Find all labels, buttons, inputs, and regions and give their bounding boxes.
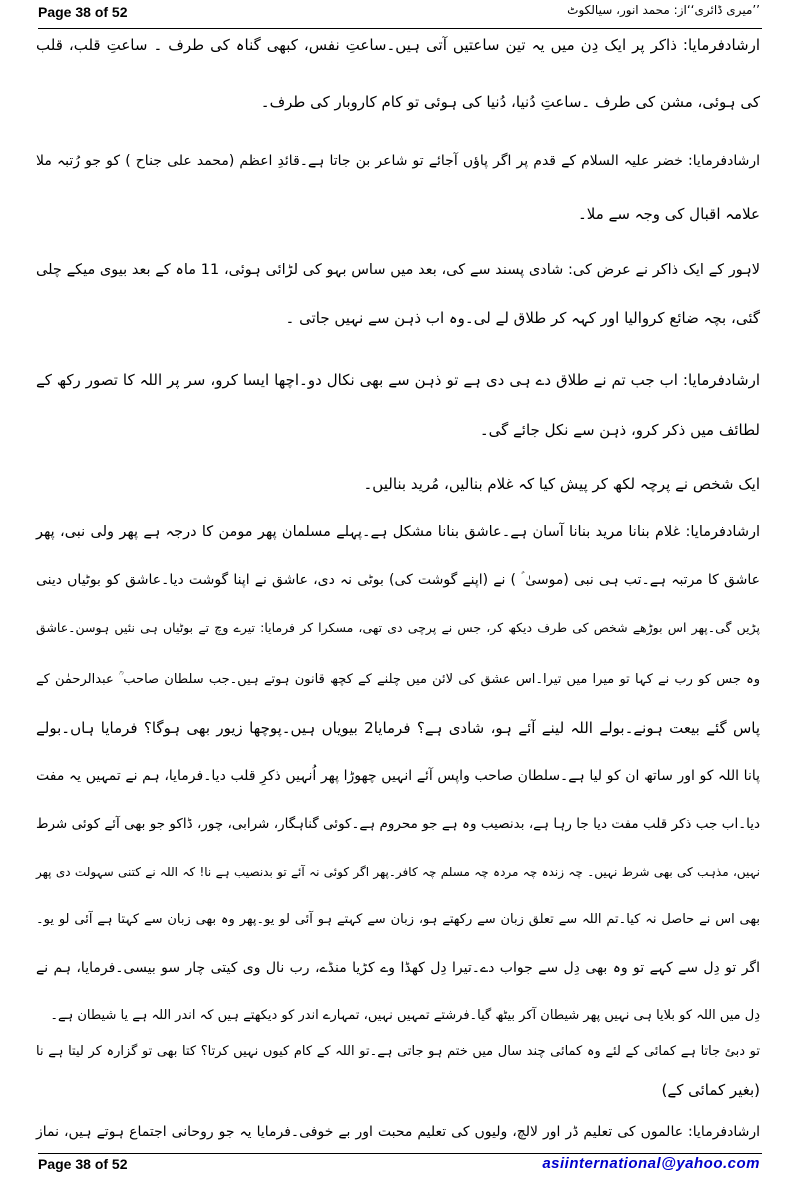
text-line: پڑیں گی۔پھر اس بوڑھے شخص کی طرف دیکھ کر، جس نے پرچی دی تھی، مسکرا کر فرمایا: تیرے وچ تے بوٹیاں ہی نئیں ہوسن۔عاشق: [36, 620, 760, 635]
footer-email-link[interactable]: asiinternational@yahoo.com: [542, 1155, 760, 1172]
text-line: ارشادفرمایا: غلام بنانا مرید بنانا آسان ہے۔عاشق بنانا مشکل ہے۔پہلے مسلمان پھر مومن کا درجہ ہے پھر ولی نبی، پھر: [36, 524, 760, 540]
text-line: دیا۔اب جب ذکر قلب مفت دیا جا رہا ہے، بدنصیب وہ ہے جو محروم ہے۔کوئی گناہگار، شرابی، چور، ڈاکو جو بھی آئے کوئی شرط: [36, 816, 760, 832]
text-line: (بغیر کمائی کے): [661, 1081, 760, 1099]
header-divider: [38, 28, 762, 29]
footer-divider: [38, 1153, 762, 1154]
text-line: علامہ اقبال کی وجہ سے ملا۔: [578, 205, 760, 223]
text-line: ارشادفرمایا: اب جب تم نے طلاق دے ہی دی ہے تو ذہن سے بھی نکال دو۔اچھا ایسا کرو، سر پر اللہ کا تصور رکھ کے: [36, 371, 760, 389]
text-line: وہ جس کو رب نے کہا تو میرا میں تیرا۔اس عشق کی لائن میں چلنے کے کچھ قانون ہوتے ہیں۔جب سلطان صاحب ؒ عبدالرحمٰن کے: [36, 672, 760, 687]
text-line: نہیں، مذہب کی بھی شرط نہیں۔ چہ زندہ چہ مردہ چہ مسلم چہ کافر۔پھر اگر کوئی نہ آئے تو بدنصیب ہے نا! کہ اللہ نے کتنی سہولت دی پھر: [36, 865, 760, 879]
text-line: اگر تو دِل سے کہے تو وہ بھی دِل سے جواب دے۔تیرا دِل کھڈا وے کڑیا منڈے، رب نال وی کیتی چار سو بیسی۔فرمایا، ہم نے: [36, 960, 760, 976]
text-line: تو دبئ جاتا ہے کمائی کے لئے وہ کمائی چند سال میں ختم ہو جاتی ہے۔تو اللہ کے کام کیوں نہیں کرتا؟ کتا بھی تو گزارہ کر لیتا ہے نا: [36, 1044, 760, 1059]
text-line: گئی، بچہ ضائع کروالیا اور کہہ کر طلاق لے لی۔وہ اب ذہن سے نہیں جاتی ۔: [285, 309, 760, 327]
text-line: بھی اس نے حاصل نہ کیا۔تم اللہ سے تعلق زبان سے رکھتے ہو، زبان سے کہتے ہو آئی لو یو۔پھر وہ بھی زبان سے کہتا ہے آئی لو یو۔: [36, 912, 760, 927]
text-line: دِل میں اللہ کو بلایا ہی نہیں پھر شیطان آکر بیٹھ گیا۔فرشتے تمہیں نہیں، تمہارے اندر کو دیکھتے ہیں کہ اندر اللہ ہے یا شیطان ہے۔: [50, 1008, 760, 1023]
text-line: پانا اللہ کو اور ساتھ ان کو لیا ہے۔سلطان صاحب واپس آئے انہیں چھوڑا پھر اُنہیں ذکرِ قلب دیا۔فرمایا، ہم نے تمہیں یہ مفت: [36, 768, 760, 784]
footer-page-number: Page 38 of 52: [38, 1156, 128, 1172]
text-line: لاہور کے ایک ذاکر نے عرض کی: شادی پسند سے کی، بعد میں ساس بہو کی لڑائی ہوئی، 11 ماہ کے بعد بیوی میکے چلی: [36, 262, 760, 278]
text-line: ایک شخص نے پرچہ لکھ کر پیش کیا کہ غلام بنالیں، مُرید بنالیں۔: [363, 475, 760, 493]
text-line: ارشادفرمایا: خضر علیہ السلام کے قدم پر اگر پاؤں آجائے تو شاعر بن جاتا ہے۔قائدِ اعظم (محمد علی جناح ) کو جو رُتبہ ملا: [36, 153, 760, 169]
text-line: عاشق کا مرتبہ ہے۔تب ہی نبی (موسیٰ ؑ ) نے (اپنے گوشت کی) بوٹی نہ دی، عاشق نے اپنا گوشت دیا۔عاشق کو بوٹیاں دینی: [36, 572, 760, 588]
text-line: پاس گئے بیعت ہونے۔بولے اللہ لینے آئے ہو، شادی ہے؟ فرمایا2 بیویاں ہیں۔پوچھا زیور بھی ہوگا؟ فرمایا ہاں۔بولے: [36, 719, 761, 737]
text-line: ارشادفرمایا: ذاکر پر ایک دِن میں یہ تین ساعتیں آتی ہیں۔ساعتِ نفس، کبھی گناہ کی طرف ۔ ساعتِ قلب، قلب: [36, 36, 760, 54]
header-book-title: ’’میری ڈائری‘‘از: محمد انور، سیالکوٹ: [567, 3, 760, 17]
text-line: لطائف میں ذکر کرو، ذہن سے نکل جائے گی۔: [479, 421, 760, 439]
header-page-number: Page 38 of 52: [38, 4, 128, 20]
text-line: کی ہوئی، مشن کی طرف ۔ساعتِ دُنیا، دُنیا کی ہوئی تو کام کاروبار کی طرف۔: [260, 93, 760, 111]
text-line: ارشادفرمایا: عالموں کی تعلیم ڈر اور لالچ، ولیوں کی تعلیم محبت اور بے خوفی۔فرمایا یہ جو روحانی اجتماع ہوتے ہیں، نماز: [36, 1124, 760, 1140]
